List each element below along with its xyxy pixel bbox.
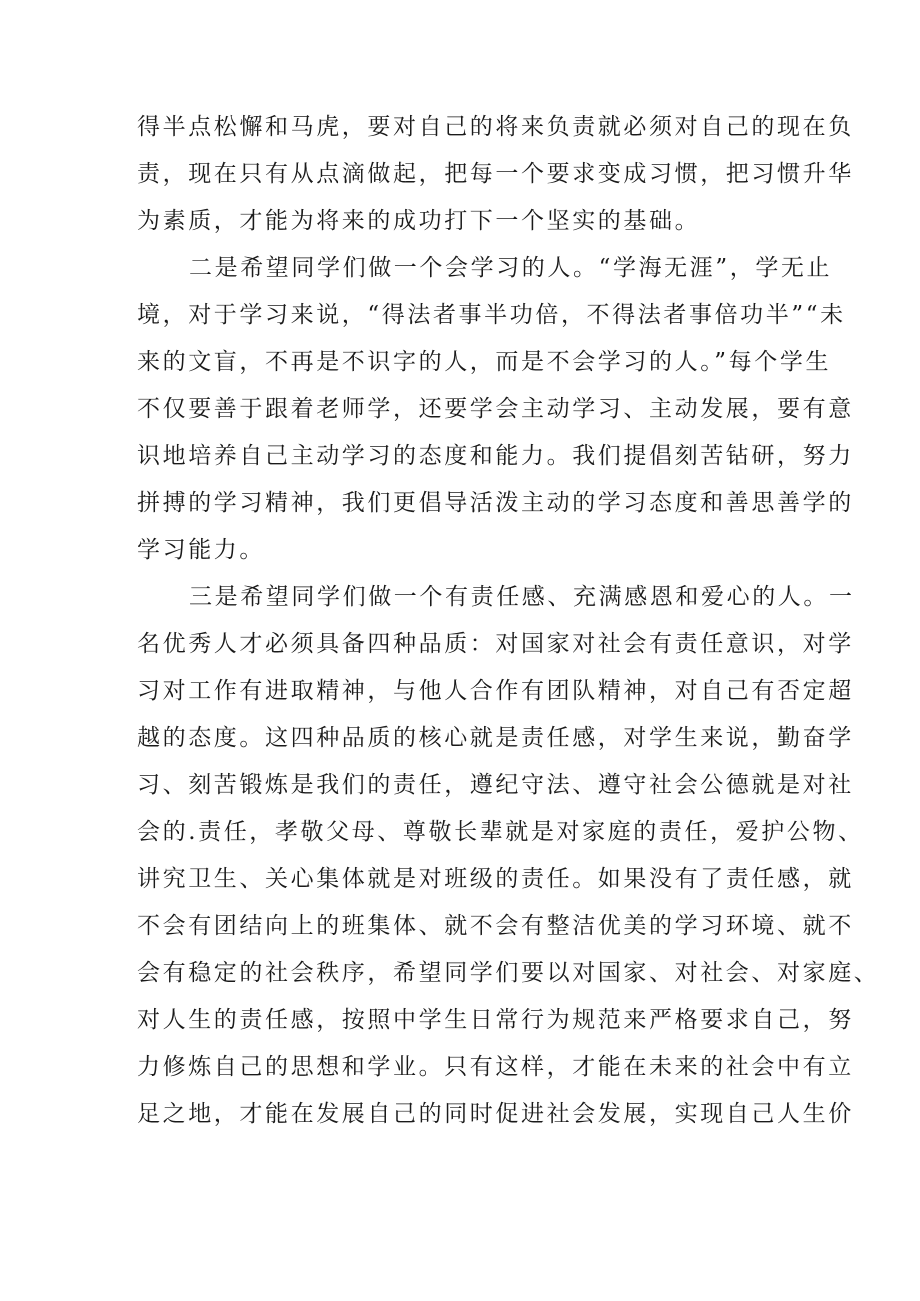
text-line: 不会有团结向上的班集体、就不会有整洁优美的学习环境、就不 — [137, 913, 854, 939]
text-line: 责，现在只有从点滴做起，把每一个要求变成习惯，把习惯升华 — [137, 161, 854, 187]
text-line: 习、刻苦锻炼是我们的责任，遵纪守法、遵守社会公德就是对社 — [137, 772, 854, 798]
text-line: 越的态度。这四种品质的核心就是责任感，对学生来说，勤奋学 — [137, 725, 854, 751]
body-text — [137, 104, 880, 1138]
text-line: 力修炼自己的思想和学业。只有这样，才能在未来的社会中有立 — [137, 1054, 854, 1080]
text-line: 会有稳定的社会秩序，希望同学们要以对国家、对社会、对家庭、 — [137, 960, 880, 986]
text-line: 对人生的责任感，按照中学生日常行为规范来严格要求自己，努 — [137, 1007, 854, 1033]
text-line: 境，对于学习来说，“得法者事半功倍，不得法者事倍功半”“未 — [137, 302, 846, 328]
text-line: 来的文盲，不再是不识字的人，而是不会学习的人。”每个学生 — [137, 349, 832, 375]
text-line: 拼搏的学习精神，我们更倡导活泼主动的学习态度和善思善学的 — [137, 490, 854, 516]
text-line: 讲究卫生、关心集体就是对班级的责任。如果没有了责任感，就 — [137, 866, 854, 892]
text-line: 不仅要善于跟着老师学，还要学会主动学习、主动发展，要有意 — [137, 396, 854, 422]
text-line: 识地培养自己主动学习的态度和能力。我们提倡刻苦钻研，努力 — [137, 443, 854, 469]
text-line: 会的.责任，孝敬父母、尊敬长辈就是对家庭的责任，爱护公物、 — [137, 819, 864, 845]
text-line: 为素质，才能为将来的成功打下一个坚实的基础。 — [137, 208, 701, 234]
text-line: 名优秀人才必须具备四种品质：对国家对社会有责任意识，对学 — [137, 631, 854, 657]
text-line: 得半点松懈和马虎，要对自己的将来负责就必须对自己的现在负 — [137, 114, 854, 140]
text-line: 习对工作有进取精神，与他人合作有团队精神，对自己有否定超 — [137, 678, 854, 704]
paragraph-start-line: 三是希望同学们做一个有责任感、充满感恩和爱心的人。一 — [189, 584, 855, 610]
paragraph-start-line: 二是希望同学们做一个会学习的人。“学海无涯”，学无止 — [189, 255, 833, 281]
text-line: 足之地，才能在发展自己的同时促进社会发展，实现自己人生价 — [137, 1101, 854, 1127]
text-line: 学习能力。 — [137, 537, 265, 563]
